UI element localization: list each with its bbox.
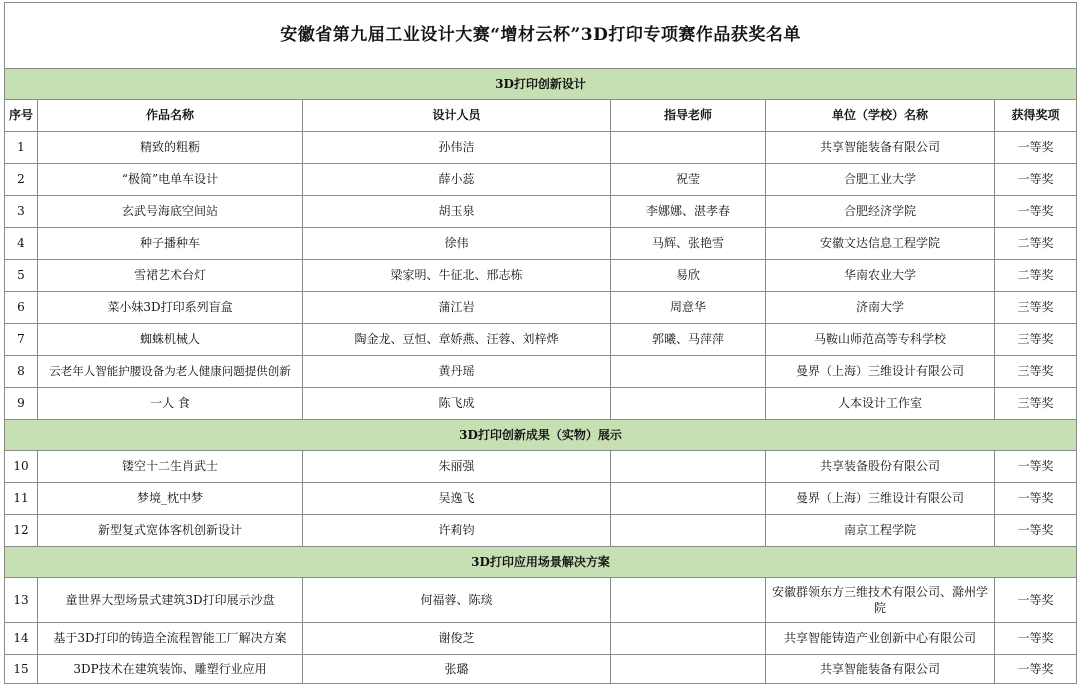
cell-unit: 安徽群领东方三维技术有限公司、滁州学院 [766, 578, 995, 623]
cell-no: 10 [5, 451, 38, 483]
cell-unit: 华南农业大学 [766, 260, 995, 292]
table-row [5, 655, 1077, 684]
section-header-physical-results: 3D打印创新成果（实物）展示 [5, 420, 1077, 451]
table-row [5, 196, 1077, 228]
cell-designers: 蒲江岩 [303, 292, 611, 324]
cell-award: 三等奖 [995, 356, 1077, 388]
cell-award: 二等奖 [995, 260, 1077, 292]
cell-advisor [611, 578, 766, 623]
cell-designers: 谢俊芝 [303, 623, 611, 655]
section-header-application-solutions: 3D打印应用场景解决方案 [5, 547, 1077, 578]
cell-designers: 胡玉泉 [303, 196, 611, 228]
table-row [5, 260, 1077, 292]
cell-designers: 孙伟洁 [303, 132, 611, 164]
cell-no: 1 [5, 132, 38, 164]
cell-work: 种子播种车 [38, 228, 303, 260]
cell-work: 雪裙艺术台灯 [38, 260, 303, 292]
cell-award: 三等奖 [995, 388, 1077, 420]
cell-award: 一等奖 [995, 451, 1077, 483]
cell-unit: 安徽文达信息工程学院 [766, 228, 995, 260]
cell-award: 一等奖 [995, 196, 1077, 228]
cell-no: 14 [5, 623, 38, 655]
cell-work: 精致的粗粝 [38, 132, 303, 164]
cell-unit: 南京工程学院 [766, 515, 995, 547]
cell-advisor [611, 623, 766, 655]
section-header-innovative-design: 3D打印创新设计 [5, 69, 1077, 100]
header-designers: 设计人员 [303, 100, 611, 132]
table-row [5, 388, 1077, 420]
cell-work: 镂空十二生肖武士 [38, 451, 303, 483]
cell-no: 12 [5, 515, 38, 547]
cell-no: 2 [5, 164, 38, 196]
cell-advisor [611, 451, 766, 483]
cell-advisor: 马辉、张艳雪 [611, 228, 766, 260]
header-award: 获得奖项 [995, 100, 1077, 132]
cell-designers: 何福蓉、陈琰 [303, 578, 611, 623]
cell-designers: 薛小蕊 [303, 164, 611, 196]
cell-award: 一等奖 [995, 164, 1077, 196]
cell-award: 三等奖 [995, 324, 1077, 356]
cell-advisor: 易欣 [611, 260, 766, 292]
table-row [5, 483, 1077, 515]
page-title: 安徽省第九届工业设计大赛“增材云杯”3D打印专项赛作品获奖名单 [5, 3, 1077, 69]
cell-no: 6 [5, 292, 38, 324]
cell-advisor [611, 132, 766, 164]
cell-no: 3 [5, 196, 38, 228]
cell-designers: 徐伟 [303, 228, 611, 260]
cell-unit: 曼界（上海）三维设计有限公司 [766, 356, 995, 388]
cell-work: 蜘蛛机械人 [38, 324, 303, 356]
cell-unit: 合肥经济学院 [766, 196, 995, 228]
cell-designers: 陈飞成 [303, 388, 611, 420]
cell-no: 4 [5, 228, 38, 260]
cell-no: 15 [5, 655, 38, 684]
cell-advisor: 郭曦、马萍萍 [611, 324, 766, 356]
cell-unit: 共享智能铸造产业创新中心有限公司 [766, 623, 995, 655]
table-row [5, 515, 1077, 547]
table-row [5, 623, 1077, 655]
cell-unit: 曼界（上海）三维设计有限公司 [766, 483, 995, 515]
cell-advisor [611, 655, 766, 684]
cell-work: 云老年人智能护腰设备为老人健康问题提供创新 [38, 356, 303, 388]
cell-work: 玄武号海底空间站 [38, 196, 303, 228]
cell-work: 菜小妹3D打印系列盲盒 [38, 292, 303, 324]
table-row [5, 228, 1077, 260]
table-row [5, 356, 1077, 388]
cell-unit: 合肥工业大学 [766, 164, 995, 196]
cell-unit: 人本设计工作室 [766, 388, 995, 420]
header-advisor: 指导老师 [611, 100, 766, 132]
cell-unit: 济南大学 [766, 292, 995, 324]
cell-work: 一人 食 [38, 388, 303, 420]
cell-award: 二等奖 [995, 228, 1077, 260]
header-unit: 单位（学校）名称 [766, 100, 995, 132]
cell-designers: 吴逸飞 [303, 483, 611, 515]
cell-advisor: 周意华 [611, 292, 766, 324]
header-no: 序号 [5, 100, 38, 132]
table-row [5, 578, 1077, 623]
cell-advisor [611, 483, 766, 515]
cell-work: 新型复式宽体客机创新设计 [38, 515, 303, 547]
column-header-row [5, 100, 1077, 132]
cell-work: “极简”电单车设计 [38, 164, 303, 196]
cell-advisor [611, 388, 766, 420]
table-row [5, 164, 1077, 196]
cell-no: 8 [5, 356, 38, 388]
award-table [4, 2, 1077, 684]
cell-designers: 梁家明、牛征北、邢志栋 [303, 260, 611, 292]
cell-designers: 许莉钧 [303, 515, 611, 547]
cell-award: 一等奖 [995, 655, 1077, 684]
table-row [5, 324, 1077, 356]
cell-designers: 陶金龙、豆恒、章娇燕、汪蓉、刘梓烨 [303, 324, 611, 356]
header-work: 作品名称 [38, 100, 303, 132]
table-row [5, 451, 1077, 483]
cell-work: 梦境_枕中梦 [38, 483, 303, 515]
cell-designers: 黄丹瑶 [303, 356, 611, 388]
cell-award: 一等奖 [995, 578, 1077, 623]
cell-no: 7 [5, 324, 38, 356]
cell-award: 一等奖 [995, 132, 1077, 164]
cell-work: 童世界大型场景式建筑3D打印展示沙盘 [38, 578, 303, 623]
cell-no: 11 [5, 483, 38, 515]
cell-designers: 朱丽强 [303, 451, 611, 483]
cell-award: 一等奖 [995, 623, 1077, 655]
cell-unit: 共享智能装备有限公司 [766, 132, 995, 164]
cell-advisor: 李娜娜、湛孝春 [611, 196, 766, 228]
cell-award: 一等奖 [995, 483, 1077, 515]
cell-work: 3DP技术在建筑装饰、雕塑行业应用 [38, 655, 303, 684]
cell-no: 13 [5, 578, 38, 623]
table-row [5, 292, 1077, 324]
cell-unit: 马鞍山师范高等专科学校 [766, 324, 995, 356]
cell-award: 三等奖 [995, 292, 1077, 324]
cell-award: 一等奖 [995, 515, 1077, 547]
table-row [5, 132, 1077, 164]
cell-advisor [611, 515, 766, 547]
cell-unit: 共享装备股份有限公司 [766, 451, 995, 483]
award-list-sheet [4, 2, 1076, 684]
cell-no: 5 [5, 260, 38, 292]
cell-advisor [611, 356, 766, 388]
cell-unit: 共享智能装备有限公司 [766, 655, 995, 684]
cell-advisor: 祝莹 [611, 164, 766, 196]
cell-designers: 张璐 [303, 655, 611, 684]
cell-no: 9 [5, 388, 38, 420]
cell-work: 基于3D打印的铸造全流程智能工厂解决方案 [38, 623, 303, 655]
